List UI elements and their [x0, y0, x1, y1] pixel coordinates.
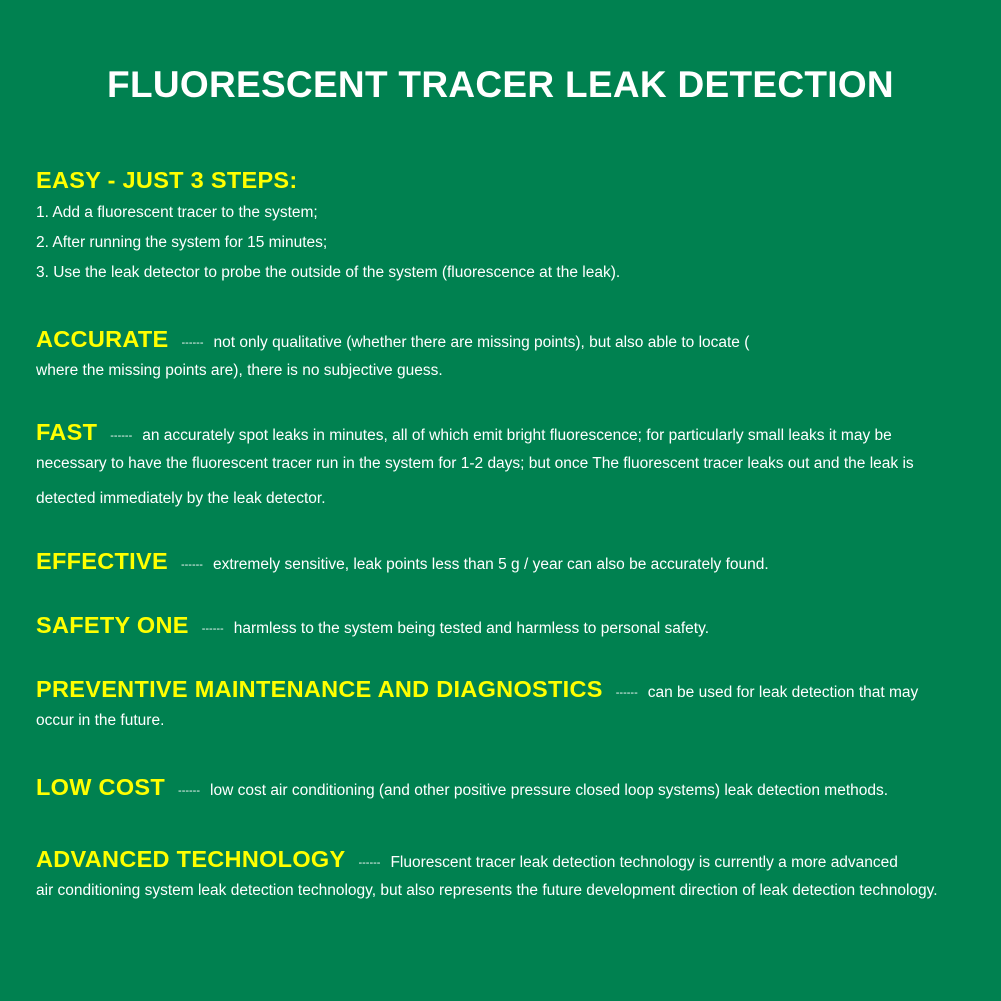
- feature-text: Fluorescent tracer leak detection technology is currently a more advanced: [390, 854, 898, 871]
- feature-accurate: [36, 322, 976, 386]
- feature-heading: ADVANCED TECHNOLOGY: [36, 846, 346, 872]
- feature-advanced: [36, 842, 976, 906]
- separator: ------: [180, 558, 203, 571]
- page-title: FLUORESCENT TRACER LEAK DETECTION: [107, 64, 894, 105]
- separator: ------: [358, 856, 381, 869]
- feature-text: low cost air conditioning (and other positive pressure closed loop systems) leak detection methods.: [210, 782, 889, 799]
- feature-heading: ACCURATE: [36, 326, 169, 352]
- feature-heading: PREVENTIVE MAINTENANCE AND DIAGNOSTICS: [36, 676, 603, 702]
- feature-text: extremely sensitive, leak points less than 5 g / year can also be accurately found.: [212, 556, 769, 573]
- feature-safety: [36, 608, 976, 642]
- feature-text: can be used for leak detection that may: [647, 684, 919, 701]
- feature-heading: SAFETY ONE: [36, 612, 189, 638]
- feature-text: air conditioning system leak detection technology, but also represents the future development direction of leak detection technology.: [36, 882, 938, 899]
- steps-heading: EASY - JUST 3 STEPS:: [36, 167, 298, 193]
- feature-effective: [36, 544, 976, 578]
- feature-text: an accurately spot leaks in minutes, all of which emit bright fluorescence; for particularly small leaks it may be: [142, 427, 892, 444]
- feature-low-cost: [36, 770, 976, 804]
- step-item: 1. Add a fluorescent tracer to the system;: [36, 204, 318, 221]
- feature-text: detected immediately by the leak detector.: [36, 490, 326, 507]
- feature-heading: LOW COST: [36, 774, 166, 800]
- feature-text: harmless to the system being tested and harmless to personal safety.: [233, 620, 710, 637]
- separator: ------: [201, 622, 224, 635]
- separator: ------: [181, 336, 204, 349]
- feature-text: necessary to have the fluorescent tracer run in the system for 1-2 days; but once The fluorescent tracer leaks out and the leak is: [36, 455, 914, 472]
- feature-text: occur in the future.: [36, 712, 165, 729]
- feature-heading: FAST: [36, 419, 98, 445]
- feature-text: where the missing points are), there is no subjective guess.: [36, 362, 443, 379]
- feature-heading: EFFECTIVE: [36, 548, 168, 574]
- step-item: 2. After running the system for 15 minutes;: [36, 234, 328, 251]
- separator: ------: [178, 784, 201, 797]
- steps-section: [36, 162, 976, 288]
- separator: ------: [110, 429, 133, 442]
- step-item: 3. Use the leak detector to probe the outside of the system (fluorescence at the leak).: [36, 264, 621, 281]
- separator: ------: [615, 686, 638, 699]
- feature-preventive: [36, 672, 976, 736]
- feature-fast: [36, 415, 976, 514]
- feature-text: not only qualitative (whether there are missing points), but also able to locate (: [213, 334, 750, 351]
